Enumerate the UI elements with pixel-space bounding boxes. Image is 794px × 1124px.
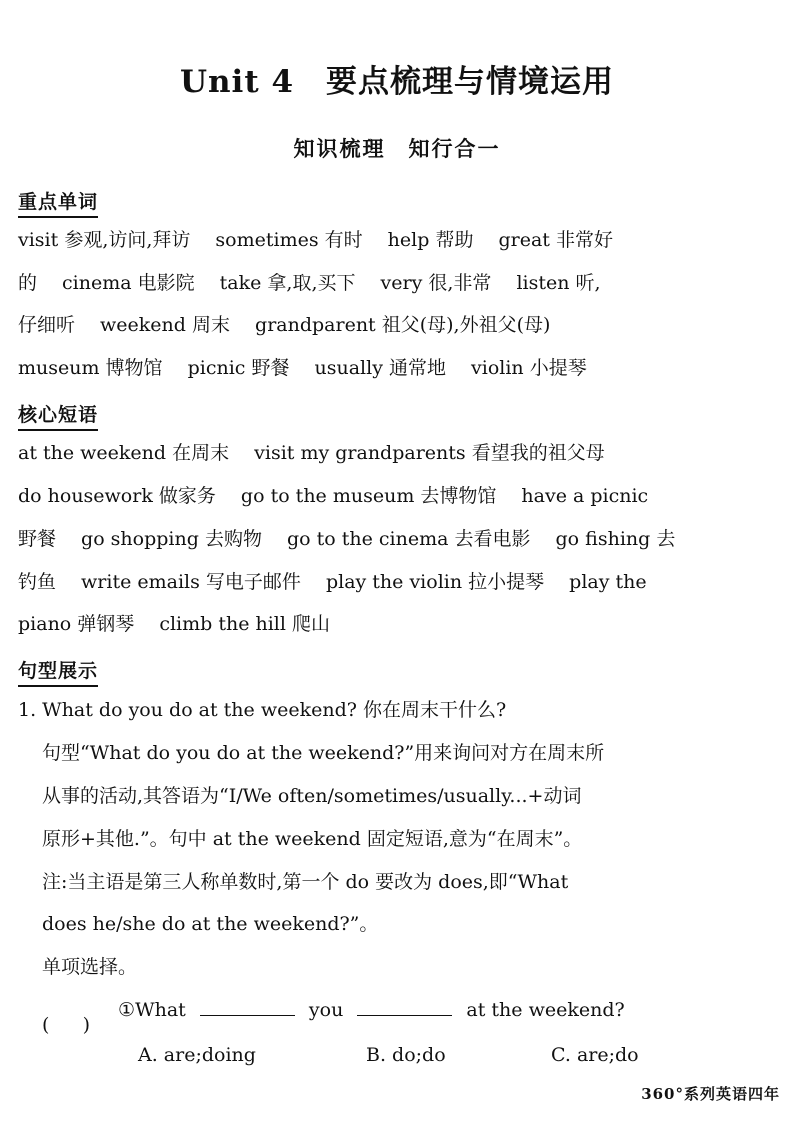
question-1 xyxy=(42,1001,742,1020)
section-heading-phrases: 核心短语 xyxy=(18,400,98,431)
question-start: ①What xyxy=(118,999,186,1021)
phrase-line: do housework 做家务 go to the museum 去博物馆 have a picnic xyxy=(18,485,649,507)
sentence-item-1: 1. What do you do at the weekend? 你在周末干什么? xyxy=(18,699,507,721)
option-c[interactable]: C. are;do xyxy=(551,1044,639,1066)
question-end: at the weekend? xyxy=(466,999,625,1021)
question-middle: you xyxy=(308,999,344,1021)
explain-line: 注:当主语是第三人称单数时,第一个 do 要改为 does,即“What xyxy=(42,871,569,893)
phrase-line: 野餐 go shopping 去购物 go to the cinema 去看电影 go fishing 去 xyxy=(18,528,676,550)
vocab-line: 仔细听 weekend 周末 grandparent 祖父(母),外祖父(母) xyxy=(18,314,551,336)
section-heading-vocab: 重点单词 xyxy=(18,187,98,218)
page-subtitle: 知识梳理 知行合一 xyxy=(293,137,501,161)
option-b[interactable]: B. do;do xyxy=(366,1044,446,1066)
page-title: Unit 4 要点梳理与情境运用 xyxy=(179,64,615,100)
explain-line: does he/she do at the weekend?”。 xyxy=(42,913,379,935)
phrase-line: at the weekend 在周末 visit my grandparents 看望我的祖父母 xyxy=(18,442,605,464)
explain-line: 原形+其他.”。句中 at the weekend 固定短语,意为“在周末”。 xyxy=(42,828,583,850)
answer-blank-2[interactable] xyxy=(357,1014,452,1016)
explain-line: 从事的活动,其答语为“I/We often/sometimes/usually...+动词 xyxy=(42,785,582,807)
page-footer: 360°系列英语四年 xyxy=(641,1085,780,1103)
phrase-line: piano 弹钢琴 climb the hill 爬山 xyxy=(18,613,330,635)
answer-blank-1[interactable] xyxy=(200,1014,295,1016)
phrase-line: 钓鱼 write emails 写电子邮件 play the violin 拉小提琴 play the xyxy=(18,571,647,593)
vocab-line: visit 参观,访问,拜访 sometimes 有时 help 帮助 great 非常好 xyxy=(18,229,613,251)
exercise-instruction: 单项选择。 xyxy=(42,956,138,978)
vocab-line: museum 博物馆 picnic 野餐 usually 通常地 violin 小提琴 xyxy=(18,357,587,379)
section-heading-sentences: 句型展示 xyxy=(18,656,98,687)
option-a[interactable]: A. are;doing xyxy=(138,1044,256,1066)
explain-line: 句型“What do you do at the weekend?”用来询问对方在周末所 xyxy=(42,742,605,764)
vocab-line: 的 cinema 电影院 take 拿,取,买下 very 很,非常 listen 听, xyxy=(18,272,601,294)
